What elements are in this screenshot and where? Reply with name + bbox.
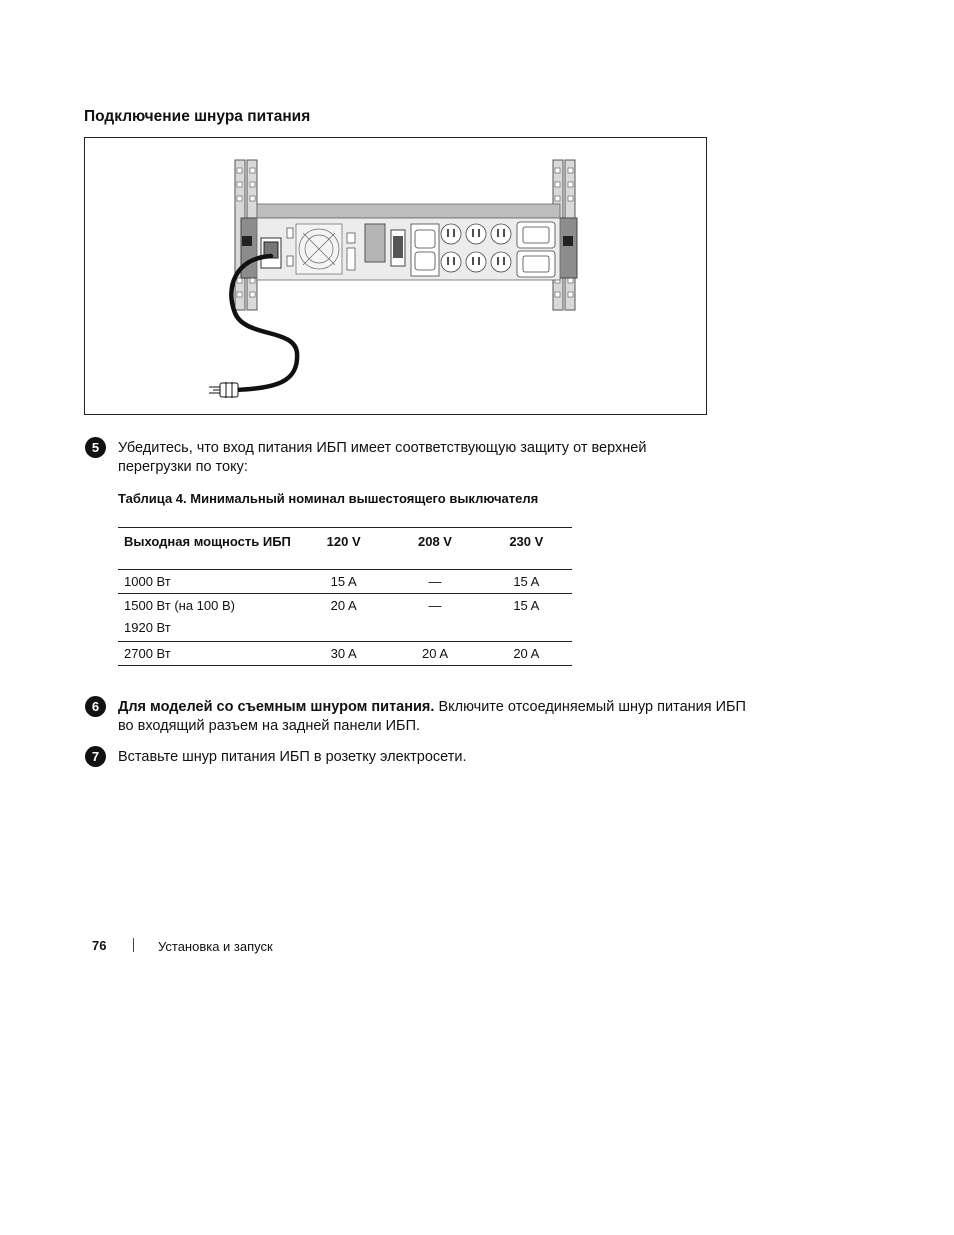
cell-model: 1000 Вт xyxy=(124,574,171,589)
cell-120v: 15 A xyxy=(330,574,357,589)
header-output-power: Выходная мощность ИБП xyxy=(124,534,291,549)
fan-icon xyxy=(296,224,342,274)
table-row xyxy=(118,642,572,666)
cell-model-line2: 1920 Вт xyxy=(124,620,171,635)
step-number-5: 5 xyxy=(85,437,106,458)
plug-icon xyxy=(209,382,238,398)
iec-outlets xyxy=(411,224,439,276)
cell-120v: 30 A xyxy=(330,646,357,661)
footer-section-title: Установка и запуск xyxy=(158,939,273,954)
step-number-6: 6 xyxy=(85,696,106,717)
page-number: 76 xyxy=(92,938,107,953)
table-header-row xyxy=(118,528,572,570)
table-row xyxy=(118,594,572,642)
header-120v: 120 V xyxy=(326,534,361,549)
step-6-bold: Для моделей со съемным шнуром питания. xyxy=(118,699,435,715)
cell-230v: 20 A xyxy=(513,646,540,661)
cell-model-line1: 1500 Вт (на 100 В) xyxy=(124,598,235,613)
cell-230v: 15 A xyxy=(513,598,540,613)
header-230v: 230 V xyxy=(509,534,544,549)
header-208v: 208 V xyxy=(418,534,452,549)
step-6-body: Включите отсоединяемый шнур питания ИБП во входящий разъем на задней панели ИБП. xyxy=(118,699,746,734)
section-title: Подключение шнура питания xyxy=(84,108,311,125)
step-5-text xyxy=(118,439,718,477)
cell-model xyxy=(118,594,298,642)
step-7-body: Вставьте шнур питания ИБП в розетку электросети. xyxy=(118,749,467,765)
table-caption: Таблица 4. Минимальный номинал вышестоящего выключателя xyxy=(118,491,539,506)
step-6-text xyxy=(118,698,758,736)
step-5-body: Убедитесь, что вход питания ИБП имеет соответствующую защиту от верхней перегрузки по току: xyxy=(118,440,647,475)
ups-rear-panel-illustration xyxy=(85,138,708,416)
figure-power-cord-connection xyxy=(84,137,707,415)
step-7-text xyxy=(118,748,758,767)
cell-120v: 20 A xyxy=(330,598,357,613)
breaker-rating-table xyxy=(118,527,572,666)
cell-208v: 20 A xyxy=(421,646,448,661)
step-number-7: 7 xyxy=(85,746,106,767)
table-row xyxy=(118,570,572,594)
footer-separator xyxy=(133,938,134,952)
cell-model: 2700 Вт xyxy=(124,646,171,661)
cell-208v: — xyxy=(428,574,442,589)
cell-208v: — xyxy=(428,598,442,613)
cell-230v: 15 A xyxy=(513,574,540,589)
